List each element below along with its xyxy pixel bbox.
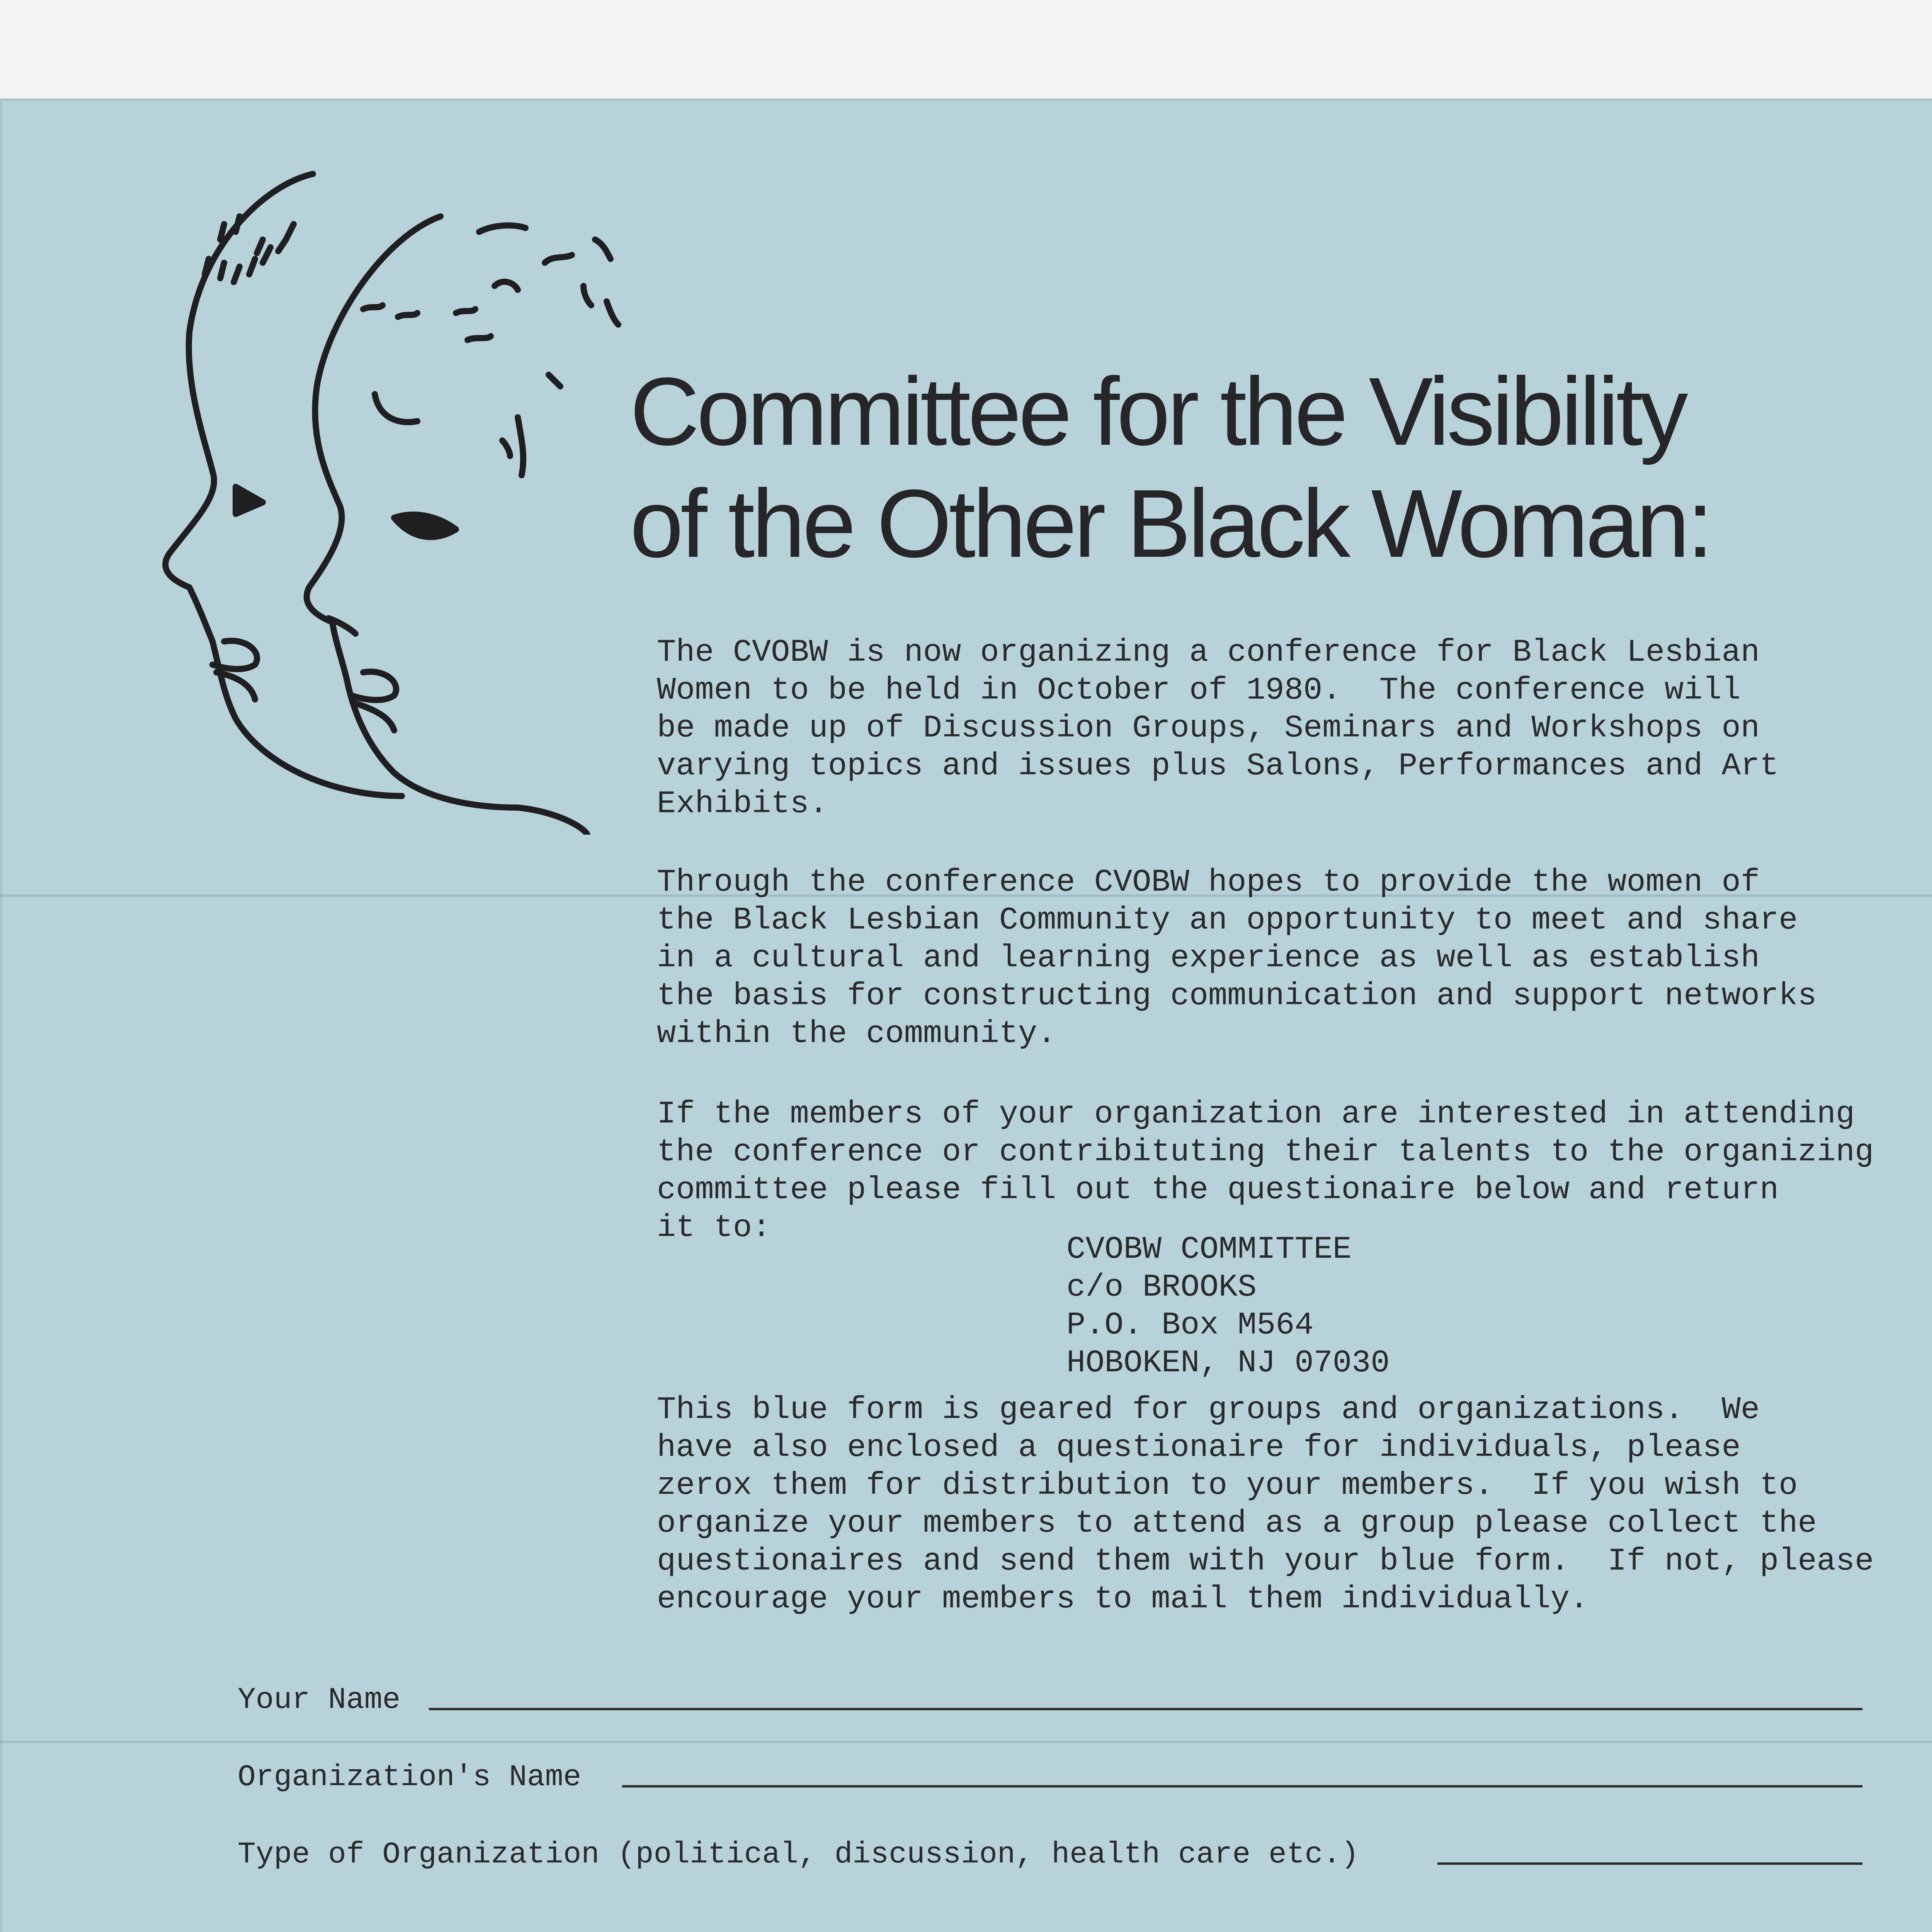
fold-line: [0, 1741, 1932, 1743]
paragraph-intro: The CVOBW is now organizing a conference for Black Lesbian Women to be held in October of 1980. The conference will be made up of Discussion Groups, Seminars and Workshops on varying topics and issues plus Salons, Performances and Art Exhibits.: [657, 634, 1779, 822]
org-type-label: Type of Organization (political, discussion, health care etc.): [238, 1838, 1359, 1872]
org-name-label: Organization's Name: [238, 1760, 582, 1794]
title-line-2: of the Other Black Woman:: [630, 469, 1711, 577]
address-line-2: c/o BROOKS: [1066, 1269, 1257, 1305]
address-line-4: HOBOKEN, NJ 07030: [1066, 1345, 1390, 1381]
org-name-field[interactable]: [622, 1785, 1862, 1787]
paragraph-instructions: If the members of your organization are interested in attending the conference or contribituting their talents to the organizing committee please fill out the questionaire below and return it to:: [657, 1096, 1874, 1246]
title-line-1: Committee for the Visibility: [630, 357, 1685, 465]
page-title: [630, 355, 1905, 580]
paragraph-purpose: Through the conference CVOBW hopes to provide the women of the Black Lesbian Community an opportunity to meet and share in a cultural and learning experience as well as establish the basis for constructing communication and support networks within the community.: [657, 864, 1817, 1052]
mailing-address: [1066, 1231, 1390, 1382]
org-type-field[interactable]: [1437, 1862, 1862, 1865]
your-name-label: Your Name: [238, 1683, 401, 1717]
two-faces-logo: [147, 170, 626, 835]
paragraph-blue-form: This blue form is geared for groups and organizations. We have also enclosed a questionaire for individuals, please zerox them for distribution to your members. If you wish to organize your members to attend as a group please collect the questionaires and send them with your blue form. If not, please encourage your members to mail them individually.: [657, 1392, 1874, 1617]
your-name-field[interactable]: [429, 1708, 1862, 1710]
address-line-1: CVOBW COMMITTEE: [1066, 1231, 1352, 1267]
address-line-3: P.O. Box M564: [1066, 1307, 1314, 1343]
